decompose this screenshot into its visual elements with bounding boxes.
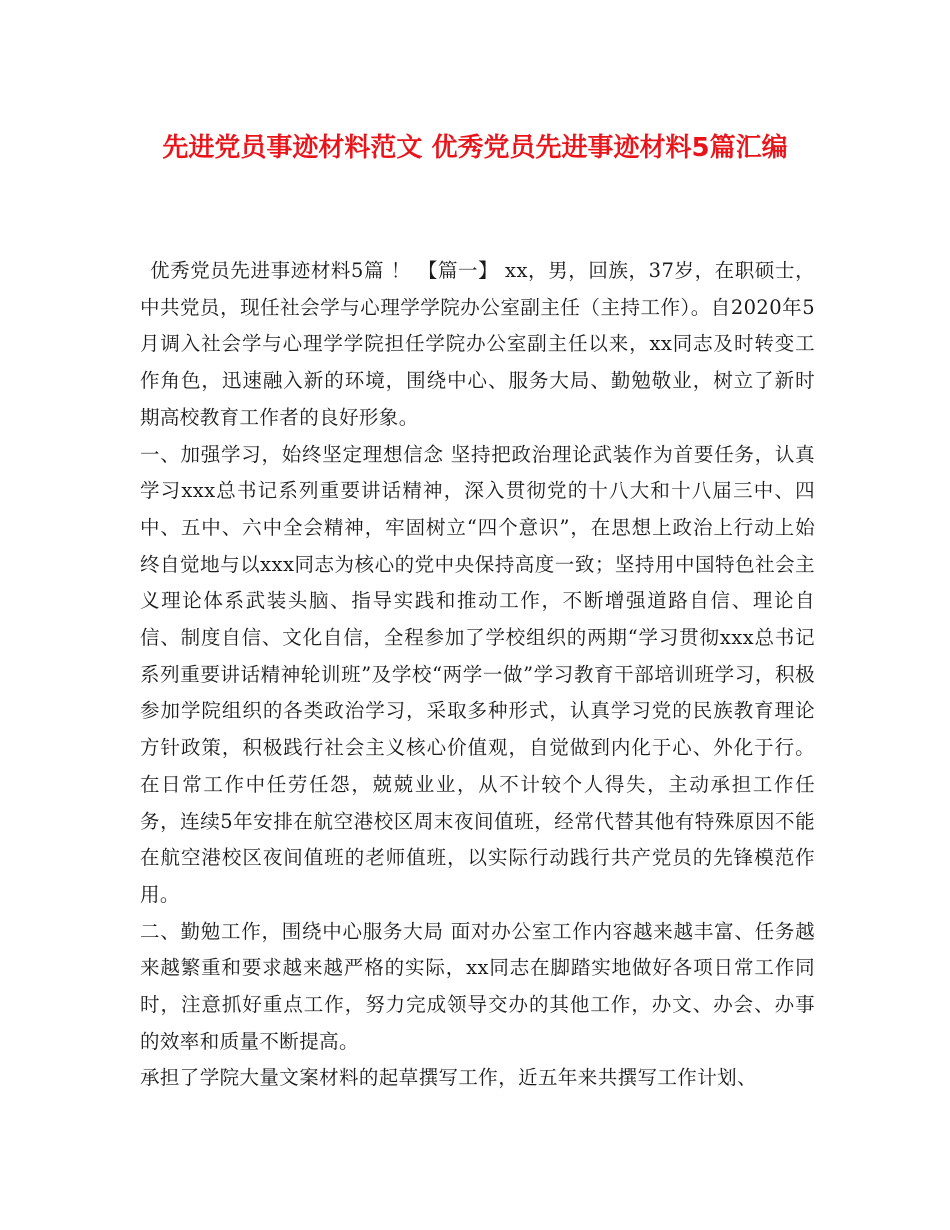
paragraph-section-one: 一、加强学习，始终坚定理想信念 坚持把政治理论武装作为首要任务，认真学习xxx总书记系列重要讲话精神，深入贯彻党的十八大和十八届三中、四中、五中、六中全会精神，牢固树立“四个意识”，在思想上政治上行动上始终自觉地与以xxx同志为核心的党中央保持高度一致；坚持用中国特色社会主义理论体系武装头脑、指导实践和推动工作，不断增强道路自信、理论自信、制度自信、文化自信，全程参加了学校组织的两期“学习贯彻xxx总书记系列重要讲话精神轮训班”及学校“两学一做”学习教育干部培训班学习，积极参加学院组织的各类政治学习，采取多种形式，认真学习党的民族教育理论方针政策，积极践行社会主义核心价值观，自觉做到内化于心、外化于行。在日常工作中任劳任怨，兢兢业业，从不计较个人得失，主动承担工作任务，连续5年安排在航空港校区周末夜间值班，经常代替其他有特殊原因不能在航空港校区夜间值班的老师值班，以实际行动践行共产党员的先锋模范作用。 xyxy=(140,442,815,906)
paragraph-section-two: 二、勤勉工作，围绕中心服务大局 面对办公室工作内容越来越丰富、任务越来越繁重和要求越来越严格的实际，xx同志在脚踏实地做好各项日常工作同时，注意抓好重点工作，努力完成领导交办的其他工作，办文、办会、办事的效率和质量不断提高。 xyxy=(140,919,815,1053)
document-body xyxy=(140,253,815,1097)
paragraph-intro: 优秀党员先进事迹材料5篇 ！ 【篇一】 xx，男，回族，37岁，在职硕士，中共党员，现任社会学与心理学学院办公室副主任（主持工作）。自2020年5月调入社会学与心理学学院担任学院办公室副主任以来，xx同志及时转变工作角色，迅速融入新的环境，围绕中心、服务大局、勤勉敬业，树立了新时期高校教育工作者的良好形象。 xyxy=(140,259,815,429)
document-title: 先进党员事迹材料范文 优秀党员先进事迹材料5篇汇编 xyxy=(162,133,788,163)
paragraph-continuation: 承担了学院大量文案材料的起草撰写工作，近五年来共撰写工作计划、 xyxy=(140,1066,757,1090)
